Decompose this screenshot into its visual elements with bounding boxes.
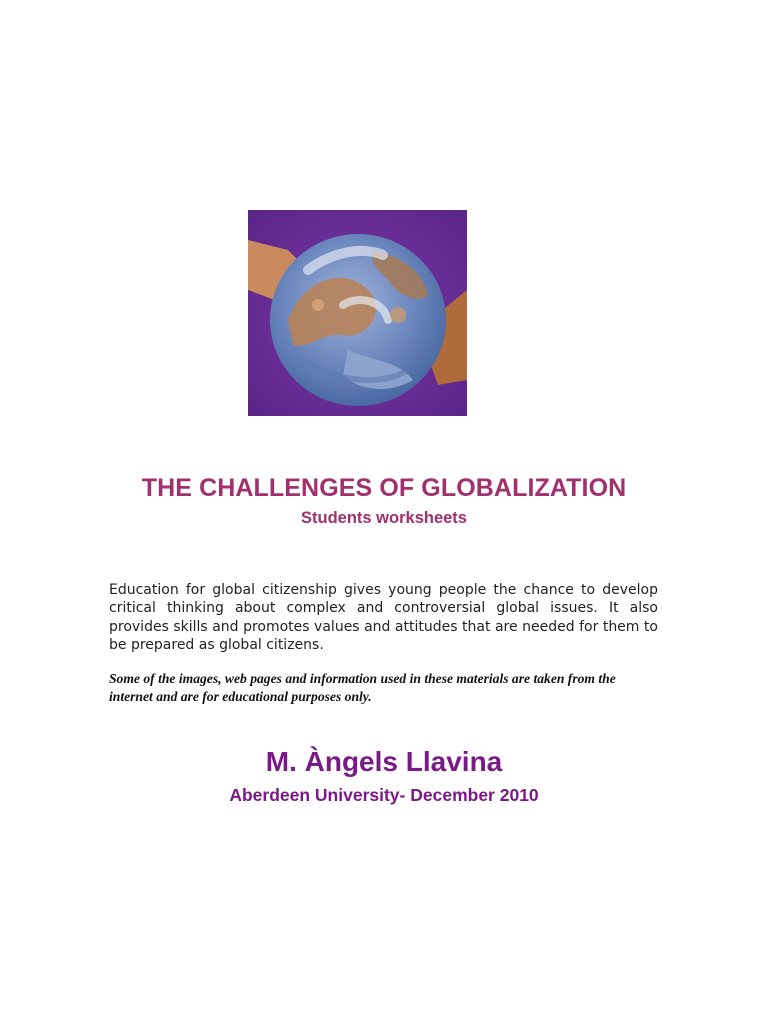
globe-hands-illustration: [248, 210, 467, 416]
document-title: THE CHALLENGES OF GLOBALIZATION: [141, 474, 627, 502]
intro-paragraph: Education for global citizenship gives young people the chance to develop critical thinking about complex and controversial global issues. It also provides skills and promotes values and attitudes that are needed for them to be prepared as global citizens.: [109, 582, 658, 654]
author-name: M. Àngels Llavina: [265, 746, 503, 777]
affiliation-date: Aberdeen University- December 2010: [229, 785, 539, 805]
cover-image: [248, 210, 467, 416]
disclaimer-note: Some of the images, web pages and information used in these materials are taken from the internet and are for educational purposes only.: [109, 671, 616, 704]
document-subtitle: Students worksheets: [301, 509, 467, 527]
